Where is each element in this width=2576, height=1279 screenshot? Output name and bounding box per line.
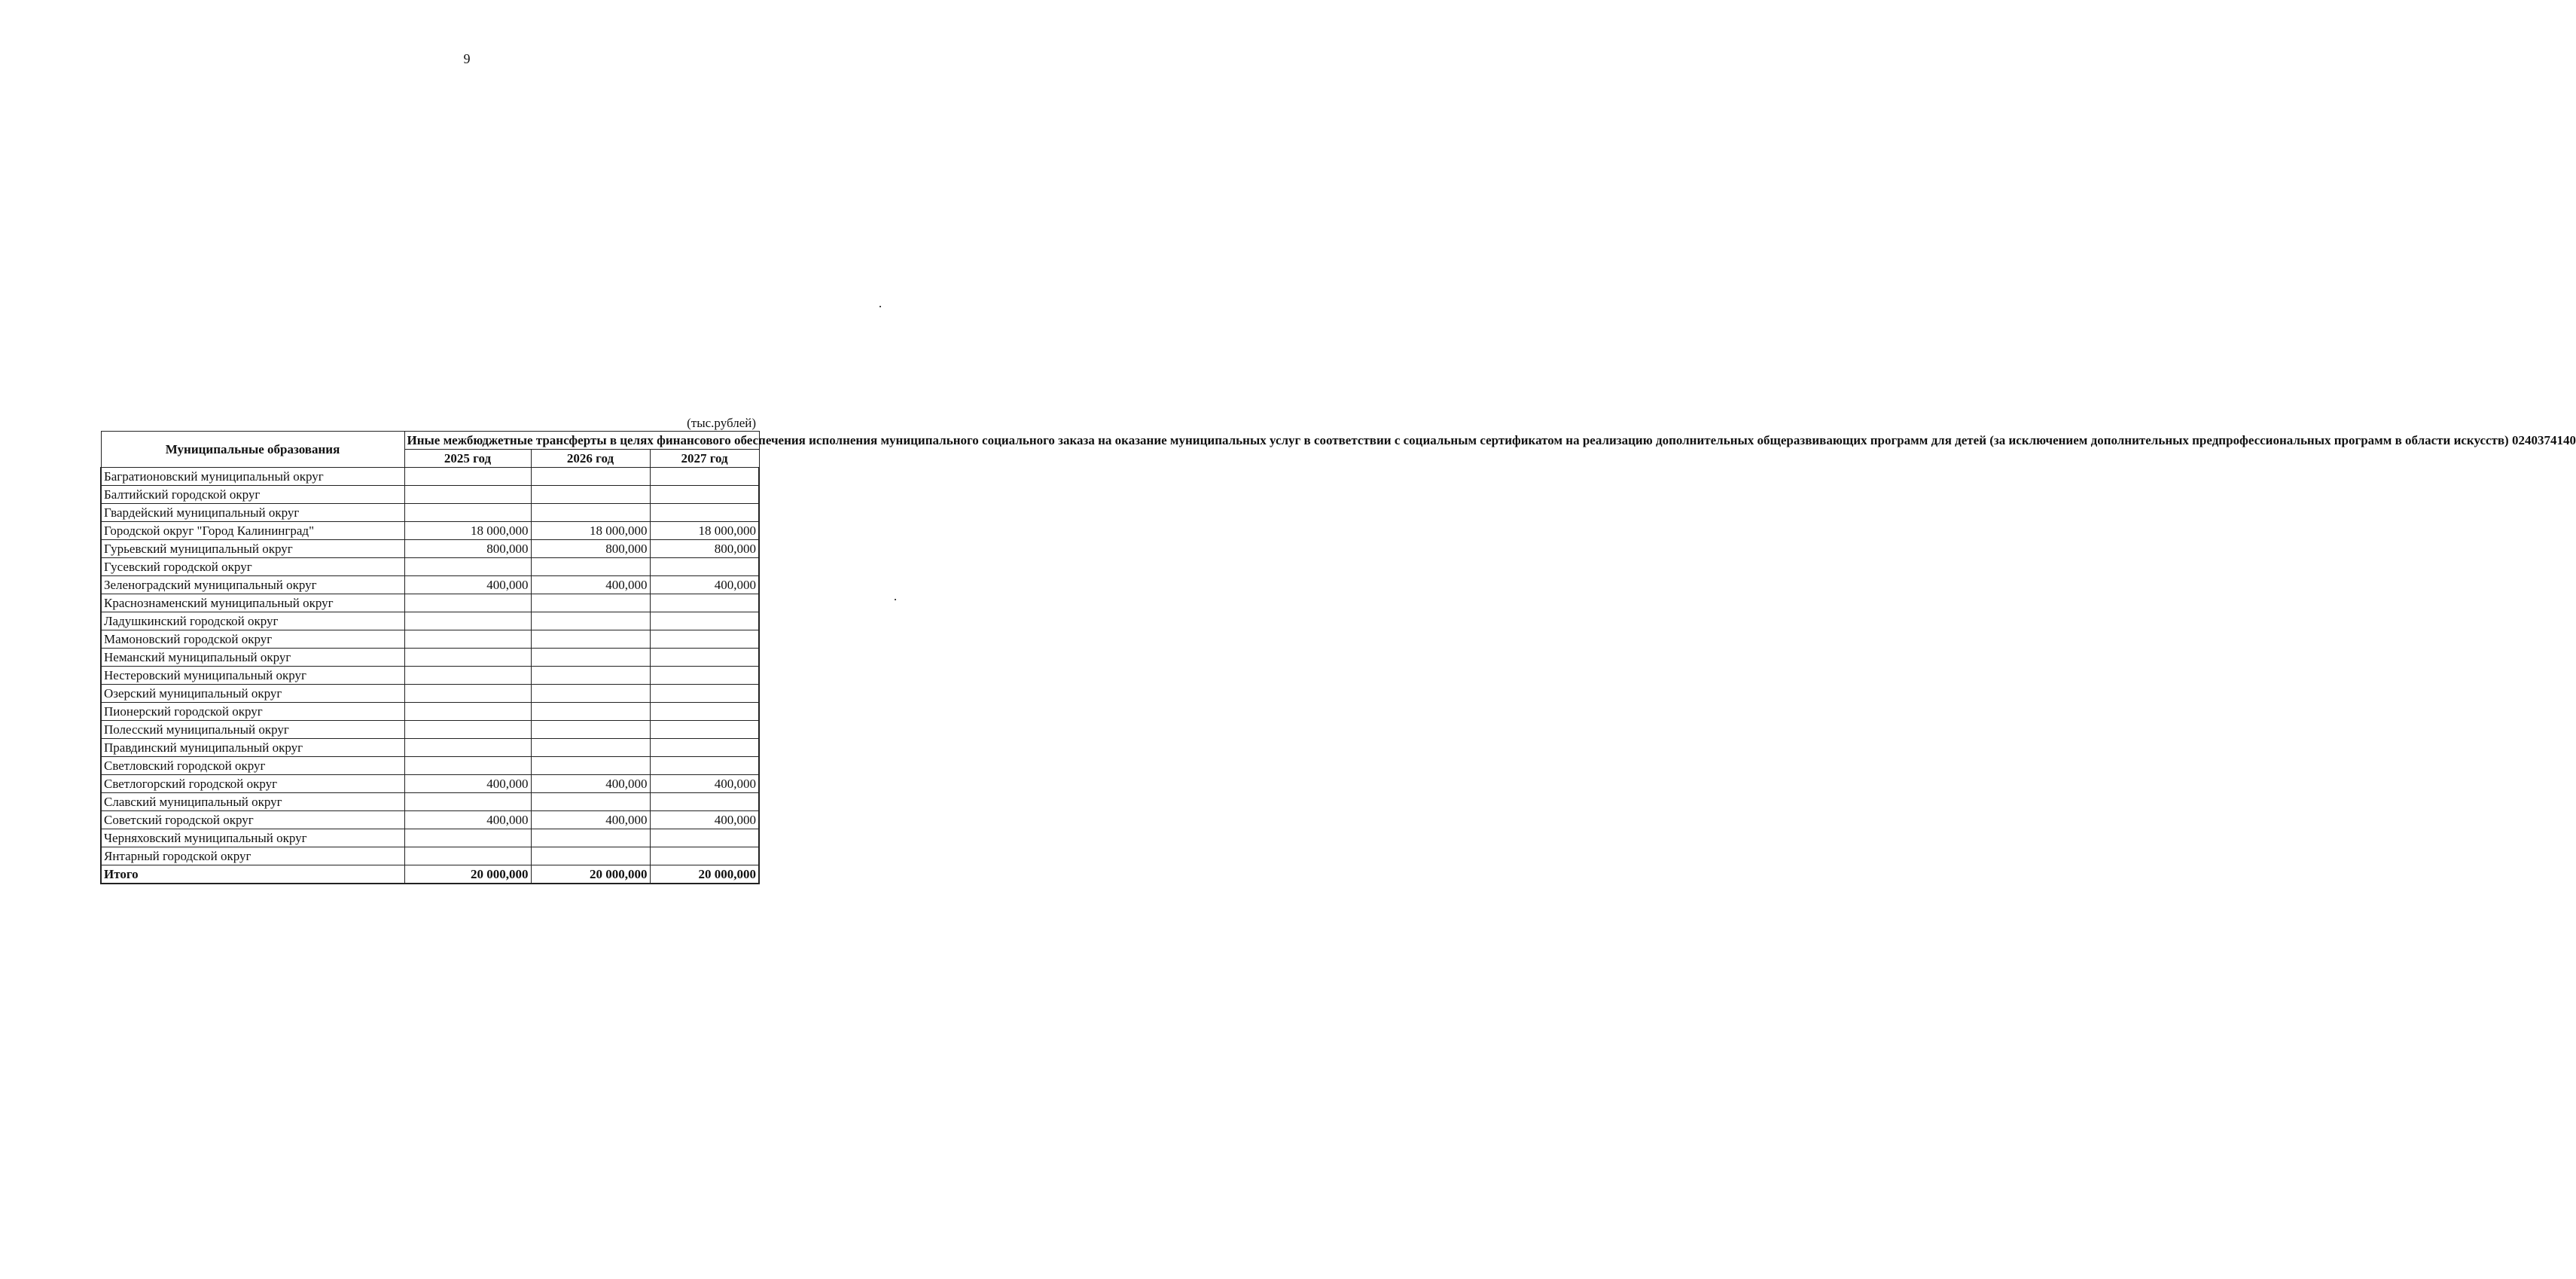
table-row [101,775,759,793]
table-row [101,594,759,612]
table-row [101,522,759,540]
table-row [101,739,759,757]
value-2025: 400,000 [404,775,531,793]
table-row [101,486,759,504]
value-2027: 400,000 [650,775,759,793]
value-2026: 400,000 [531,811,650,829]
table-footer [101,865,759,884]
value-2027 [650,630,759,649]
value-2027 [650,486,759,504]
page-number: 9 [463,51,471,66]
table-row [101,847,759,865]
value-2025 [404,486,531,504]
table-body [101,468,759,865]
value-2027 [650,594,759,612]
municipality-name: Багратионовский муниципальный округ [101,468,404,486]
value-2025 [404,721,531,739]
table-row [101,721,759,739]
year-header-2027: 2027 год [650,450,759,468]
value-2026: 400,000 [531,775,650,793]
value-2027 [650,649,759,667]
budget-table [100,431,2576,884]
municipality-name: Светловский городской округ [101,757,404,775]
municipality-name: Зеленоградский муниципальный округ [101,576,404,594]
total-2025: 20 000,000 [404,865,531,884]
municipality-name: Полесский муниципальный округ [101,721,404,739]
table-row [101,504,759,522]
column-group-header: Иные межбюджетные трансферты в целях финансового обеспечения исполнения муниципального социального заказа на оказание муниципальных услуг в соответствии с социальным сертификатом на реализацию дополнительных общеразвивающих программ для детей (за исключением дополнительных предпрофессиональных программ в области искусств) 0240374140 [404,432,759,450]
value-2025: 400,000 [404,811,531,829]
municipality-name: Балтийский городской округ [101,486,404,504]
value-2026 [531,739,650,757]
total-row [101,865,759,884]
value-2026 [531,630,650,649]
table-row [101,685,759,703]
municipality-name: Славский муниципальный округ [101,793,404,811]
value-2027: 800,000 [650,540,759,558]
table-row [101,667,759,685]
table-row [101,576,759,594]
municipality-name: Советский городской округ [101,811,404,829]
value-2027: 18 000,000 [650,522,759,540]
year-header-2025: 2025 год [404,450,531,468]
municipality-name: Озерский муниципальный округ [101,685,404,703]
total-2027: 20 000,000 [650,865,759,884]
total-2026: 20 000,000 [531,865,650,884]
scan-speck [879,306,881,307]
value-2027 [650,793,759,811]
value-2026 [531,504,650,522]
value-2027 [650,757,759,775]
units-label: (тыс.рублей) [687,416,756,430]
value-2026 [531,757,650,775]
value-2027 [650,558,759,576]
municipality-name: Краснознаменский муниципальный округ [101,594,404,612]
municipality-name: Мамоновский городской округ [101,630,404,649]
municipality-name: Светлогорский городской округ [101,775,404,793]
value-2026: 800,000 [531,540,650,558]
municipality-name: Янтарный городской округ [101,847,404,865]
municipality-name: Ладушкинский городской округ [101,612,404,630]
value-2025 [404,594,531,612]
value-2026 [531,649,650,667]
value-2025 [404,757,531,775]
table-row [101,703,759,721]
table-row [101,757,759,775]
column-header-municipalities: Муниципальные образования [101,432,404,468]
value-2026 [531,829,650,847]
value-2025 [404,504,531,522]
municipality-name: Неманский муниципальный округ [101,649,404,667]
table-row [101,468,759,486]
value-2026 [531,558,650,576]
municipality-name: Гвардейский муниципальный округ [101,504,404,522]
value-2026 [531,703,650,721]
value-2025 [404,685,531,703]
year-header-2026: 2026 год [531,450,650,468]
value-2026 [531,721,650,739]
value-2027 [650,468,759,486]
municipality-name: Городской округ "Город Калининград" [101,522,404,540]
value-2026: 18 000,000 [531,522,650,540]
municipality-name: Гусевский городской округ [101,558,404,576]
table-row [101,612,759,630]
value-2025: 400,000 [404,576,531,594]
value-2027 [650,739,759,757]
municipality-name: Гурьевский муниципальный округ [101,540,404,558]
value-2027 [650,667,759,685]
value-2025: 18 000,000 [404,522,531,540]
municipality-name: Правдинский муниципальный округ [101,739,404,757]
total-label: Итого [101,865,404,884]
scan-speck [895,599,896,600]
value-2027 [650,829,759,847]
value-2025: 800,000 [404,540,531,558]
value-2025 [404,739,531,757]
value-2025 [404,612,531,630]
value-2026 [531,667,650,685]
value-2026 [531,594,650,612]
value-2026: 400,000 [531,576,650,594]
table-row [101,829,759,847]
table-header [101,432,2576,468]
value-2025 [404,847,531,865]
value-2027 [650,847,759,865]
value-2027 [650,685,759,703]
value-2026 [531,612,650,630]
value-2027 [650,612,759,630]
value-2026 [531,468,650,486]
value-2027: 400,000 [650,811,759,829]
value-2027 [650,703,759,721]
value-2027: 400,000 [650,576,759,594]
value-2025 [404,630,531,649]
value-2025 [404,468,531,486]
table-row [101,558,759,576]
table-row [101,630,759,649]
value-2025 [404,793,531,811]
value-2027 [650,504,759,522]
table-row [101,540,759,558]
table-row [101,793,759,811]
value-2025 [404,649,531,667]
table-row [101,811,759,829]
municipality-name: Нестеровский муниципальный округ [101,667,404,685]
value-2025 [404,703,531,721]
municipality-name: Пионерский городской округ [101,703,404,721]
value-2026 [531,793,650,811]
municipality-name: Черняховский муниципальный округ [101,829,404,847]
value-2026 [531,486,650,504]
value-2025 [404,667,531,685]
value-2025 [404,829,531,847]
table-row [101,649,759,667]
value-2025 [404,558,531,576]
value-2027 [650,721,759,739]
value-2026 [531,685,650,703]
value-2026 [531,847,650,865]
